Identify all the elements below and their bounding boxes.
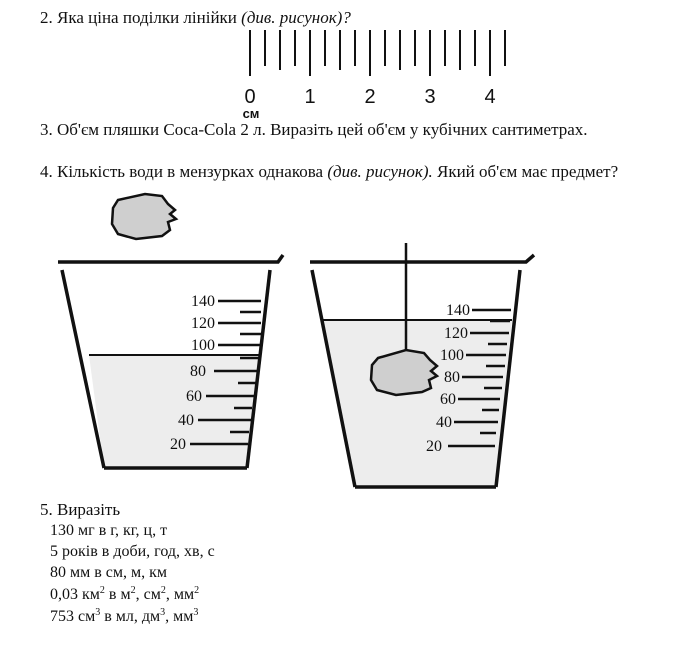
beaker-right-label-140: 140 [446,302,470,319]
line-5-part-b: в мл, дм [100,608,161,625]
question-4-text-a: 4. Кількість води в мензурках однакова [40,162,328,181]
superscript: 3 [160,607,166,618]
ruler-number-1: 1 [304,86,316,108]
question-4-text-b: Який об'єм має предмет? [432,162,619,181]
question-4 [40,162,618,182]
beaker-right-label-60: 60 [440,391,456,408]
line-4-part-d: , мм [165,586,195,603]
line-4-part-a: 0,03 км [50,586,100,603]
beaker-left-label-60: 60 [186,388,202,405]
question-5-line-5 [50,608,198,626]
beaker-left-label-140: 140 [191,293,215,310]
superscript: 2 [130,585,136,596]
question-2-note: (див. рисунок)? [241,8,351,27]
question-5-line-2: 5 років в доби, год, хв, с [50,543,215,560]
object-stone-submerged [371,350,437,395]
beaker-left-label-20: 20 [170,436,186,453]
beaker-left [58,255,283,468]
ruler-number-4: 4 [484,86,496,108]
superscript: 3 [95,607,101,618]
question-5-line-3: 80 мм в см, м, км [50,564,168,581]
question-5-title: 5. Виразіть [40,500,121,519]
line-5-part-c: , мм [165,608,194,625]
beaker-right-label-20: 20 [426,438,442,455]
question-3: 3. Об'єм пляшки Coca-Cola 2 л. Виразіть цей об'єм у кубічних сантиметрах. [40,120,588,139]
question-5-line-1: 130 мг в г, кг, ц, т [50,522,168,539]
beaker-right-label-80: 80 [444,369,460,386]
beaker-left-label-100: 100 [191,337,215,354]
beaker-left-label-40: 40 [178,412,194,429]
line-4-part-b: в м [104,586,131,603]
question-2-text: 2. Яка ціна поділки лінійки [40,8,242,27]
question-4-note: (див. рисунок). [327,162,433,181]
beaker-left-label-120: 120 [191,315,215,332]
line-4-part-c: , см [135,586,161,603]
ruler-number-2: 2 [364,86,376,108]
beaker-left-label-80: 80 [190,363,206,380]
beaker-right-label-120: 120 [444,325,468,342]
superscript: 2 [160,585,166,596]
ruler-number-0: 0 [244,86,256,108]
beaker-right [310,243,534,487]
line-5-part-a: 753 см [50,608,96,625]
superscript: 2 [194,585,200,596]
ruler-unit: см [242,106,260,121]
beaker-right-label-100: 100 [440,347,464,364]
object-stone-outside [112,194,176,239]
beaker-right-label-40: 40 [436,414,452,431]
ruler-number-3: 3 [424,86,436,108]
question-5-line-4 [50,586,199,604]
ruler [250,30,505,76]
superscript: 3 [193,607,199,618]
superscript: 2 [99,585,105,596]
